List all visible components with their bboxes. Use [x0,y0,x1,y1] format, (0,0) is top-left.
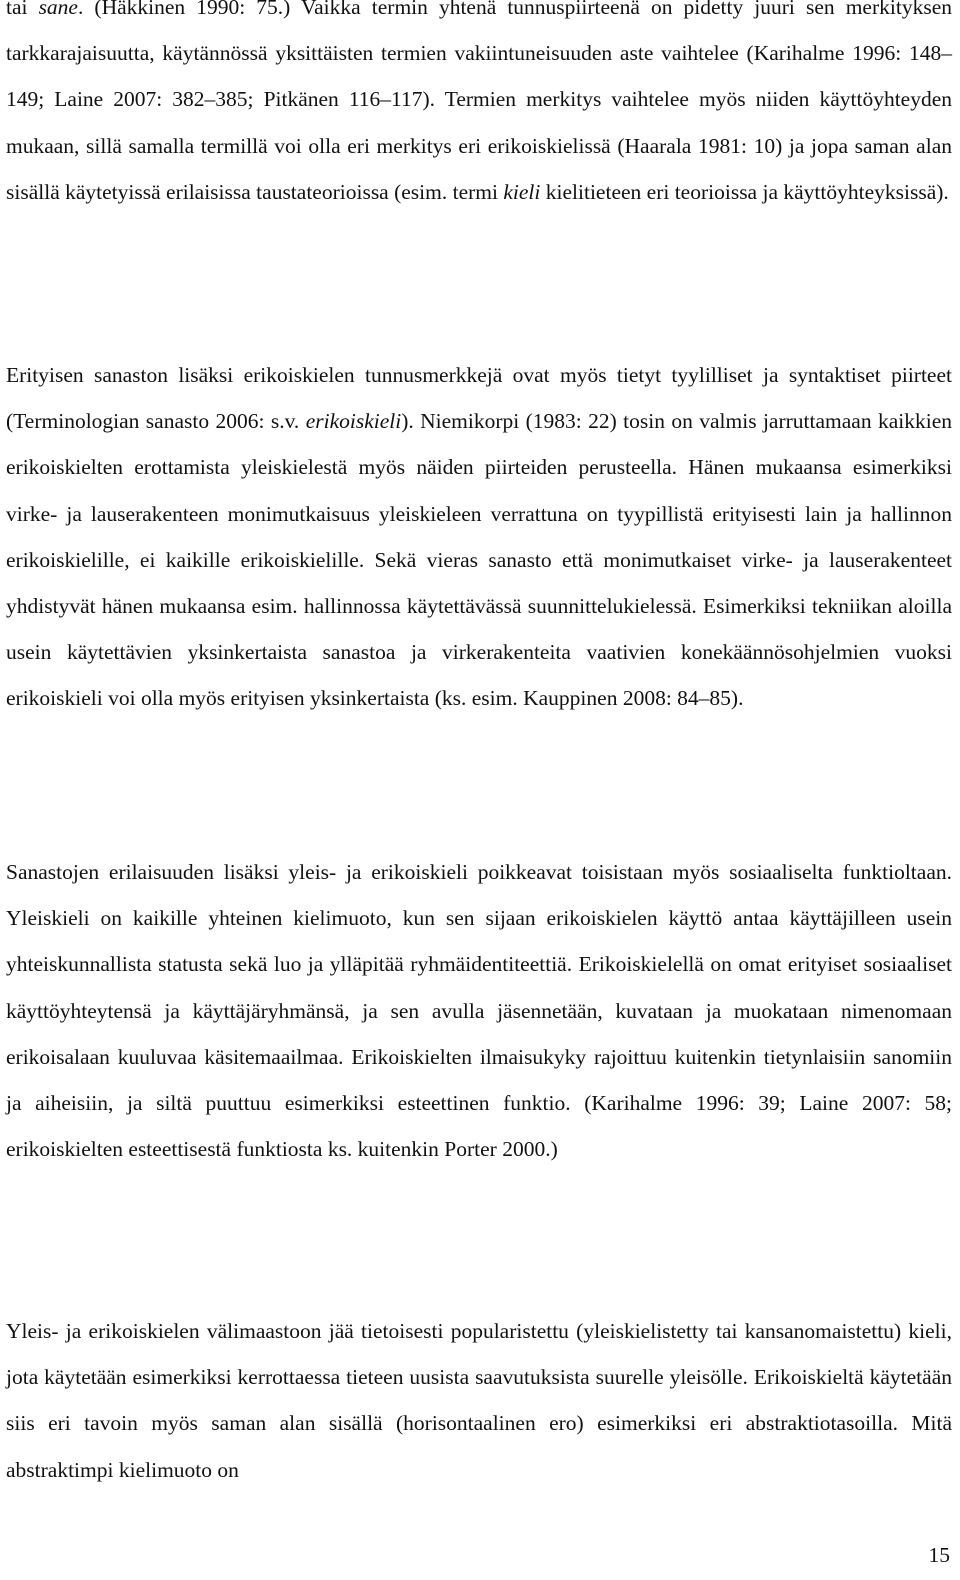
paragraph-1-italic-term-sane: sane [38,0,78,19]
paragraph-4-text: Yleis- ja erikoiskielen välimaastoon jää tietoisesti popularistettu (yleiskielistetty tai kansanomaistettu) kieli, jota käytetään esimerkiksi kerrottaessa tieteen uusista saavutuksista suurelle yleisölle. Erikoiskieltä käytetään siis eri tavoin myös saman alan sisällä (horisontaalinen ero) esimerkiksi eri abstraktiotasoilla. Mitä abstraktimpi kielimuoto on [6,1319,952,1482]
paragraph-3-text: Sanastojen erilaisuuden lisäksi yleis- ja erikoiskieli poikkeavat toisistaan myös sosiaaliselta funktioltaan. Yleiskieli on kaikille yhteinen kielimuoto, kun sen sijaan erikoiskielen käyttö antaa käyttäjilleen usein yhteiskunnallista statusta sekä luo ja ylläpitää ryhmäidentiteettiä. Erikoiskielellä on omat erityiset sosiaaliset käyttöyhteytensä ja käyttäjäryhmänsä, ja sen avulla jäsennetään, kuvataan ja muokataan nimenomaan erikoisalaan kuuluvaa käsitemaailmaa. Erikoiskielten ilmaisukyky rajoittuu kuitenkin tietynlaisiin sanomiin ja aiheisiin, ja siltä puuttuu esimerkiksi esteettinen funktio. (Karihalme 1996: 39; Laine 2007: 58; erikoiskielten esteettisestä funktiosta ks. kuitenkin Porter 2000.) [6,860,952,1162]
paragraph-1-text-1: tai [6,0,39,19]
paragraph-3 [6,849,952,1172]
paragraph-2 [6,352,952,722]
page-number: 15 [928,1543,950,1567]
paragraph-2-italic-term-erikoiskieli: erikoiskieli [305,409,402,434]
paragraph-1-text-2: . (Häkkinen 1990: 75.) Vaikka termin yhtenä tunnuspiirteenä on pidetty juuri sen merkityksen tarkkarajaisuutta, käytännössä yksittäisten termien vakiintuneisuuden aste vaihtelee (Karihalme 1996: 148–149; Laine 2007: 382–385; Pitkänen 116–117). Termien merkitys vaihtelee myös niiden käyttöyhteyden mukaan, sillä samalla termillä voi olla eri merkitys eri erikoiskielissä (Haarala 1981: 10) ja jopa saman alan sisällä käytetyissä erilaisissa taustateorioissa (esim. termi [6,0,952,204]
paragraph-2-text-1: Erityisen sanaston lisäksi erikoiskielen tunnusmerkkejä ovat myös tietyt tyylilliset ja syntaktiset piirteet (Terminologian sanasto 2006: s.v. [6,363,952,434]
paragraph-1-text-3: kielitieteen eri teorioissa ja käyttöyhteyksissä). [540,179,949,204]
paragraph-1 [6,0,952,215]
paragraph-1-italic-term-kieli: kieli [503,179,541,204]
paragraph-2-text-2: ). Niemikorpi (1983: 22) tosin on valmis jarruttamaan kaikkien erikoiskielten erottamista yleiskielestä myös näiden piirteiden perusteella. Hänen mukaansa esimerkiksi virke- ja lauserakenteen monimutkaisuus yleiskieleen verrattuna on tyypillistä erityisesti lain ja hallinnon erikoiskielille, ei kaikille erikoiskielille. Sekä vieras sanasto että monimutkaiset virke- ja lauserakenteet yhdistyvät hänen mukaansa esim. hallinnossa käytettävässä suunnittelukielessä. Esimerkiksi tekniikan aloilla usein käytettävien yksinkertaista sanastoa ja virkerakenteita vaativien konekäännösohjelmien vuoksi erikoiskieli voi olla myös erityisen yksinkertaista (ks. esim. Kauppinen 2008: 84–85). [6,409,952,711]
paragraph-4 [6,1308,952,1493]
